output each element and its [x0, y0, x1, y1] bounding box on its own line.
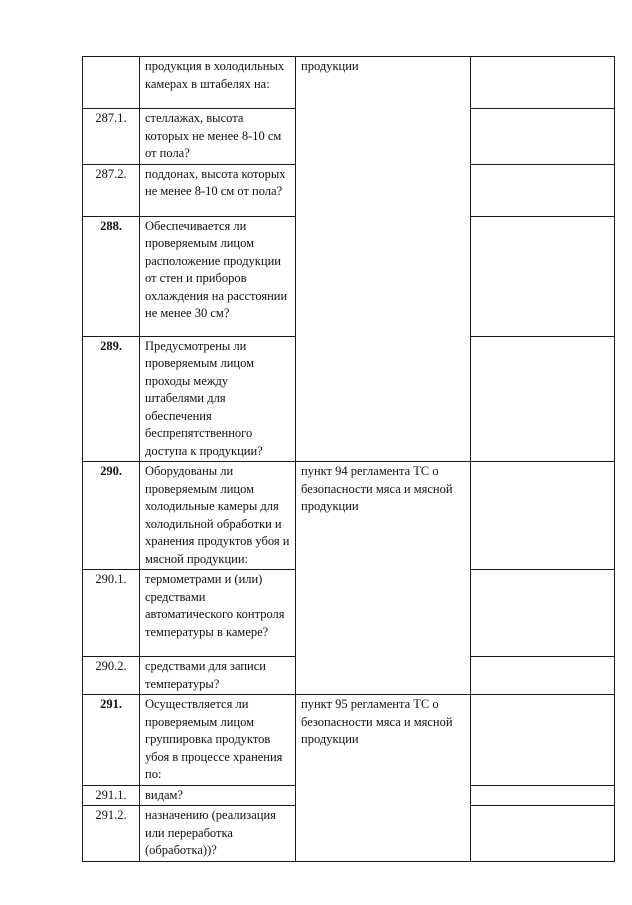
row-number: 287.1. [83, 109, 140, 165]
row-number: 290.2. [83, 657, 140, 695]
answer-cell[interactable] [471, 164, 615, 216]
row-number: 288. [83, 216, 140, 336]
requirement-question: продукция в холодильных камерах в штабелях на: [140, 57, 296, 109]
table-row [83, 695, 615, 786]
row-number: 289. [83, 336, 140, 462]
answer-cell[interactable] [471, 785, 615, 806]
requirement-question: термометрами и (или) средствами автоматического контроля температуры в камере? [140, 570, 296, 657]
table-row [83, 462, 615, 570]
requirement-question: поддонах, высота которых не менее 8-10 см от пола? [140, 164, 296, 216]
requirement-question: стеллажах, высота которых не менее 8-10 см от пола? [140, 109, 296, 165]
answer-cell[interactable] [471, 657, 615, 695]
requirement-question: назначению (реализация или переработка (обработка))? [140, 806, 296, 862]
answer-cell[interactable] [471, 570, 615, 657]
answer-cell[interactable] [471, 216, 615, 336]
row-number: 287.2. [83, 164, 140, 216]
answer-cell[interactable] [471, 57, 615, 109]
row-number: 291.2. [83, 806, 140, 862]
requirement-question: Обеспечивается ли проверяемым лицом расположение продукции от стен и приборов охлаждения на расстоянии не менее 30 см? [140, 216, 296, 336]
legal-reference: продукции [296, 57, 471, 462]
requirement-question: Оборудованы ли проверяемым лицом холодильные камеры для холодильной обработки и хранения продуктов убоя и мясной продукции: [140, 462, 296, 570]
row-number: 291. [83, 695, 140, 786]
table-row [83, 57, 615, 109]
checklist-table [82, 56, 615, 862]
answer-cell[interactable] [471, 462, 615, 570]
answer-cell[interactable] [471, 336, 615, 462]
requirement-question: Предусмотрены ли проверяемым лицом проходы между штабелями для обеспечения беспрепятственного доступа к продукции? [140, 336, 296, 462]
checklist-body [83, 57, 615, 862]
requirement-question: средствами для записи температуры? [140, 657, 296, 695]
legal-reference: пункт 95 регламента ТС о безопасности мяса и мясной продукции [296, 695, 471, 862]
answer-cell[interactable] [471, 695, 615, 786]
row-number: 290.1. [83, 570, 140, 657]
row-number: 291.1. [83, 785, 140, 806]
row-number [83, 57, 140, 109]
answer-cell[interactable] [471, 806, 615, 862]
requirement-question: Осуществляется ли проверяемым лицом группировка продуктов убоя в процессе хранения по: [140, 695, 296, 786]
row-number: 290. [83, 462, 140, 570]
answer-cell[interactable] [471, 109, 615, 165]
requirement-question: видам? [140, 785, 296, 806]
legal-reference: пункт 94 регламента ТС о безопасности мяса и мясной продукции [296, 462, 471, 695]
